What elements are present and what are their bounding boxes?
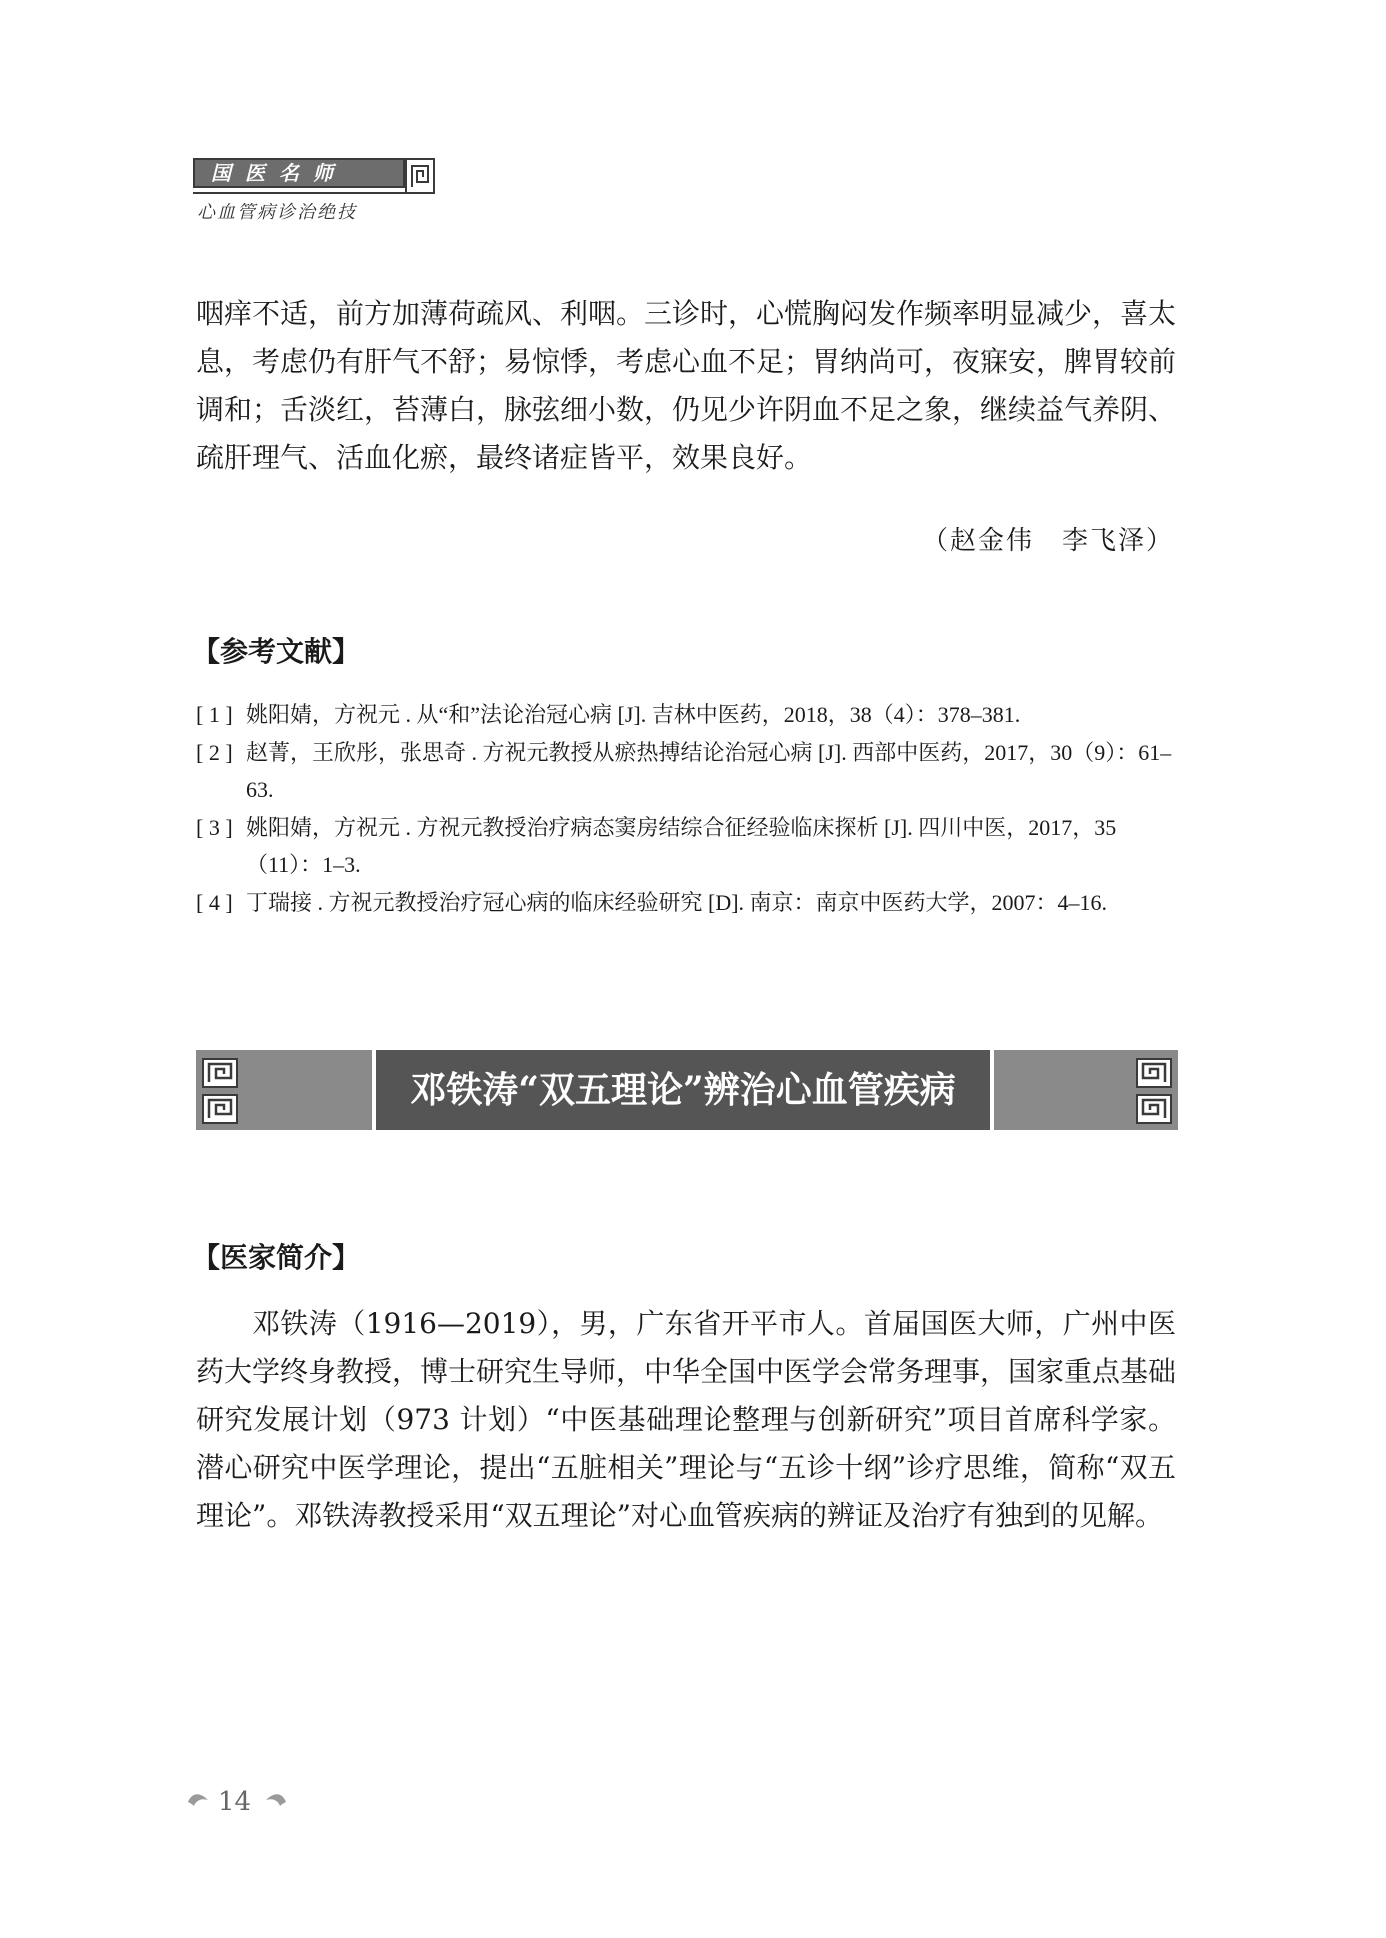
reference-item xyxy=(196,734,1180,808)
reference-text: 姚阳婧，方祝元 . 从“和”法论治冠心病 [J]. 吉林中医药，2018，38（4）：378–381. xyxy=(246,702,1021,727)
reference-number: [ 4 ] xyxy=(196,890,233,915)
chapter-title: 邓铁涛“双五理论”辨治心血管疾病 xyxy=(410,1069,956,1111)
reference-number: [ 3 ] xyxy=(196,815,233,840)
chapter-title-band xyxy=(196,1050,1178,1130)
fret-ornament-icon xyxy=(1136,1094,1172,1124)
header-rule xyxy=(193,192,435,194)
reference-number: [ 1 ] xyxy=(196,702,233,727)
paragraph-text: 咽痒不适，前方加薄荷疏风、利咽。三诊时，心慌胸闷发作频率明显减少，喜太息，考虑仍有肝气不舒；易惊悸，考虑心血不足；胃纳尚可，夜寐安，脾胃较前调和；舌淡红，苔薄白，脉弦细小数，仍见少许阴血不足之象，继续益气养阴、疏肝理气、活血化瘀，最终诸症皆平，效果良好。 xyxy=(196,297,1177,474)
reference-text: 丁瑞接 . 方祝元教授治疗冠心病的临床经验研究 [D]. 南京：南京中医药大学，2007：4–16. xyxy=(246,890,1108,915)
reference-item xyxy=(196,696,1180,733)
author-attribution: （赵金伟 李飞泽） xyxy=(921,526,1174,556)
left-flourish-icon xyxy=(186,1790,212,1814)
fret-ornament-icon xyxy=(1136,1058,1172,1088)
reference-item xyxy=(196,884,1180,921)
fret-ornament-icon xyxy=(202,1058,238,1088)
intro-paragraph xyxy=(196,1300,1176,1540)
reference-text: 赵菁，王欣彤，张思奇 . 方祝元教授从瘀热搏结论治冠心病 [J]. 西部中医药，2017，30（9）：61–63. xyxy=(246,740,1172,802)
series-title-bar: 国医名师 xyxy=(193,158,405,188)
references-heading: 【参考文献】 xyxy=(192,635,361,668)
reference-number: [ 2 ] xyxy=(196,740,233,765)
reference-item xyxy=(196,809,1180,883)
intro-heading: 【医家简介】 xyxy=(192,1241,361,1274)
fret-ornament-icon xyxy=(202,1094,238,1124)
fret-ornament-icon xyxy=(405,158,435,194)
reference-text: 姚阳婧，方祝元 . 方祝元教授治疗病态窦房结综合征经验临床探析 [J]. 四川中医，2017，35（11）：1–3. xyxy=(246,815,1117,877)
right-flourish-icon xyxy=(262,1790,288,1814)
reference-list xyxy=(196,696,1180,922)
continued-paragraph xyxy=(196,290,1176,482)
book-subtitle: 心血管病诊治绝技 xyxy=(197,202,357,223)
paragraph-text: 邓铁涛（1916—2019），男，广东省开平市人。首届国医大师，广州中医药大学终身教授，博士研究生导师，中华全国中医学会常务理事，国家重点基础研究发展计划（973 计划）“中医基础理论整理与创新研究”项目首席科学家。潜心研究中医学理论，提出“五脏相关”理论与“五诊十纲”诊疗思维，简称“双五理论”。邓铁涛教授采用“双五理论”对心血管疾病的辨证及治疗有独到的见解。 xyxy=(196,1307,1177,1532)
page-number: 14 xyxy=(218,1787,252,1817)
